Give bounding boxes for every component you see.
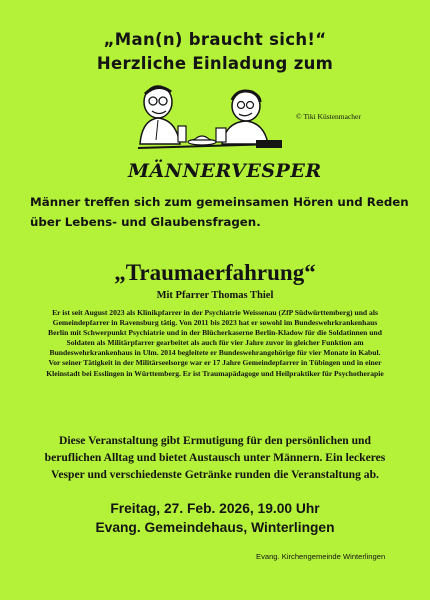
maennervesper-logo: MÄNNERVESPER — [128, 160, 322, 182]
organizer-name: Evang. Kirchengemeinde Winterlingen — [256, 552, 386, 561]
speaker-bio: Er ist seit August 2023 als Klinikpfarrer in der Psychiatrie Weissenau (ZfP Südwürttemberg) und als Gemeindepfarrer in Ravensburg tätig. Von 2011 bis 2023 hat er sowohl im Bundeswehrkrankenhaus Berlin mit Schwerpunkt Psychiatrie und in der Blücherkaserne Berlin-Kladow für die Soldatinnen und Soldaten als Militärpfarrer gearbeitet als auch für vier Jahre zuvor in gleicher Funktion am Bundeswehrkrankenhaus in Ulm. 2014 begleitete er Bundeswehrangehörige für vier Monate in Kabul. Vor seiner Tätigkeit in der Militärseelsorge war er 17 Jahre Gemeindepfarrer in Tübingen und in einer Kleinstadt bei Esslingen in Württemberg. Er ist Traumapädagoge und Heilpraktiker für Psychotherapie — [46, 308, 384, 378]
cartoon-copyright: © Tiki Küstenmacher — [296, 112, 361, 121]
men-eating-cartoon — [118, 80, 290, 160]
headline-motto: „Man(n) braucht sich!“ — [103, 30, 327, 49]
talk-title: „Traumaerfahrung“ — [114, 260, 316, 285]
event-date: Freitag, 27. Feb. 2026, 19.00 Uhr — [110, 501, 320, 516]
intro-text: Männer treffen sich zum gemeinsamen Hören und Reden über Lebens- und Glaubensfragen. — [30, 195, 409, 229]
event-description: Diese Veranstaltung gibt Ermutigung für den persönlichen und beruflichen Alltag und bietet Austausch unter Männern. Ein leckeres Vesper und verschiedenste Getränke runden die Veranstaltung ab. — [44, 434, 386, 481]
speaker-line: Mit Pfarrer Thomas Thiel — [156, 290, 274, 301]
event-location: Evang. Gemeindehaus, Winterlingen — [95, 520, 335, 535]
headline-invitation: Herzliche Einladung zum — [96, 54, 334, 73]
